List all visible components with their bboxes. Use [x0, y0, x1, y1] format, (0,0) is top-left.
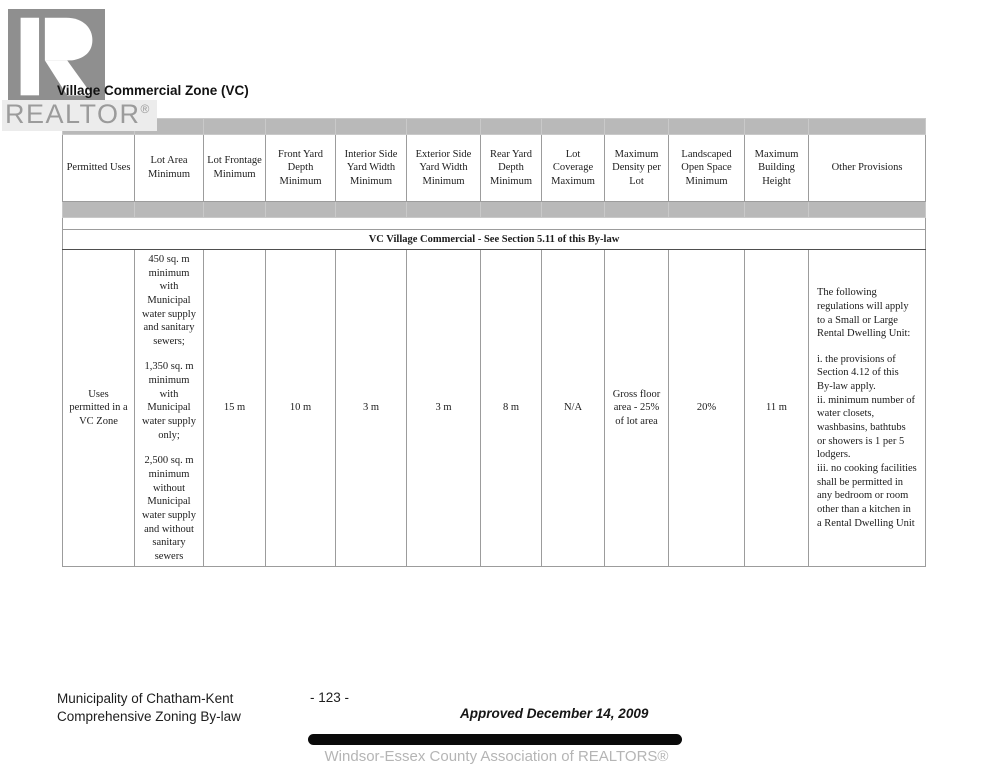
cell-max-density: Gross floor area - 25% of lot area	[605, 250, 669, 567]
cell-rear-yard: 8 m	[481, 250, 542, 567]
footer-organization	[57, 690, 241, 726]
association-credit: Windsor-Essex County Association of REALTORS®	[324, 748, 669, 765]
cell-lot-coverage: N/A	[542, 250, 605, 567]
footer-bylaw: Comprehensive Zoning By-law	[57, 709, 241, 725]
page-number: - 123 -	[310, 690, 350, 705]
column-header-lot-frontage: Lot Frontage Minimum	[204, 135, 266, 202]
column-header-interior-side: Interior Side Yard Width Minimum	[336, 135, 407, 202]
cell-other-provisions: The following regulations will apply to a Small or Large Rental Dwelling Unit: i. the provisions of Section 4.12 of this By-law apply. ii. minimum number of water closets, washbasins, bathtubs or showers is 1 per 5 lodgers. iii. no cooking facilities shall be permitted in any bedroom or room other than a kitchen in a Rental Dwelling Unit	[809, 250, 926, 567]
cell-interior-side: 3 m	[336, 250, 407, 567]
cell-lot-area: 450 sq. m minimum with Municipal water supply and sanitary sewers; 1,350 sq. m minimum with Municipal water supply only; 2,500 sq. m minimum without Municipal water supply and without sanitary sewers	[135, 250, 204, 567]
registered-mark-icon: ®	[140, 102, 150, 116]
footer-municipality: Municipality of Chatham-Kent	[57, 691, 234, 706]
table-row	[63, 250, 926, 567]
column-header-max-density: Maximum Density per Lot	[605, 135, 669, 202]
realtor-wordmark-text: REALTOR	[5, 99, 141, 129]
zoning-table	[62, 118, 926, 567]
column-header-lot-coverage: Lot Coverage Maximum	[542, 135, 605, 202]
table-spacer-row	[63, 218, 926, 230]
section-title: VC Village Commercial - See Section 5.11 of this By-law	[63, 230, 926, 250]
column-header-front-yard: Front Yard Depth Minimum	[266, 135, 336, 202]
column-header-landscaped: Landscaped Open Space Minimum	[669, 135, 745, 202]
realtor-wordmark	[2, 100, 157, 131]
column-header-permitted-uses: Permitted Uses	[63, 135, 135, 202]
column-header-rear-yard: Rear Yard Depth Minimum	[481, 135, 542, 202]
cell-permitted-uses: Uses permitted in a VC Zone	[63, 250, 135, 567]
redaction-bar	[308, 734, 682, 745]
column-header-max-height: Maximum Building Height	[745, 135, 809, 202]
cell-front-yard: 10 m	[266, 250, 336, 567]
column-header-other-provisions: Other Provisions	[809, 135, 926, 202]
column-header-exterior-side: Exterior Side Yard Width Minimum	[407, 135, 481, 202]
table-header-row	[63, 135, 926, 202]
table-top-band	[63, 119, 926, 135]
cell-exterior-side: 3 m	[407, 250, 481, 567]
table-mid-band	[63, 202, 926, 218]
cell-lot-frontage: 15 m	[204, 250, 266, 567]
cell-landscaped: 20%	[669, 250, 745, 567]
page-title: Village Commercial Zone (VC)	[57, 83, 249, 98]
section-title-row	[63, 230, 926, 250]
approved-date: Approved December 14, 2009	[460, 706, 649, 721]
cell-max-height: 11 m	[745, 250, 809, 567]
column-header-lot-area: Lot Area Minimum	[135, 135, 204, 202]
